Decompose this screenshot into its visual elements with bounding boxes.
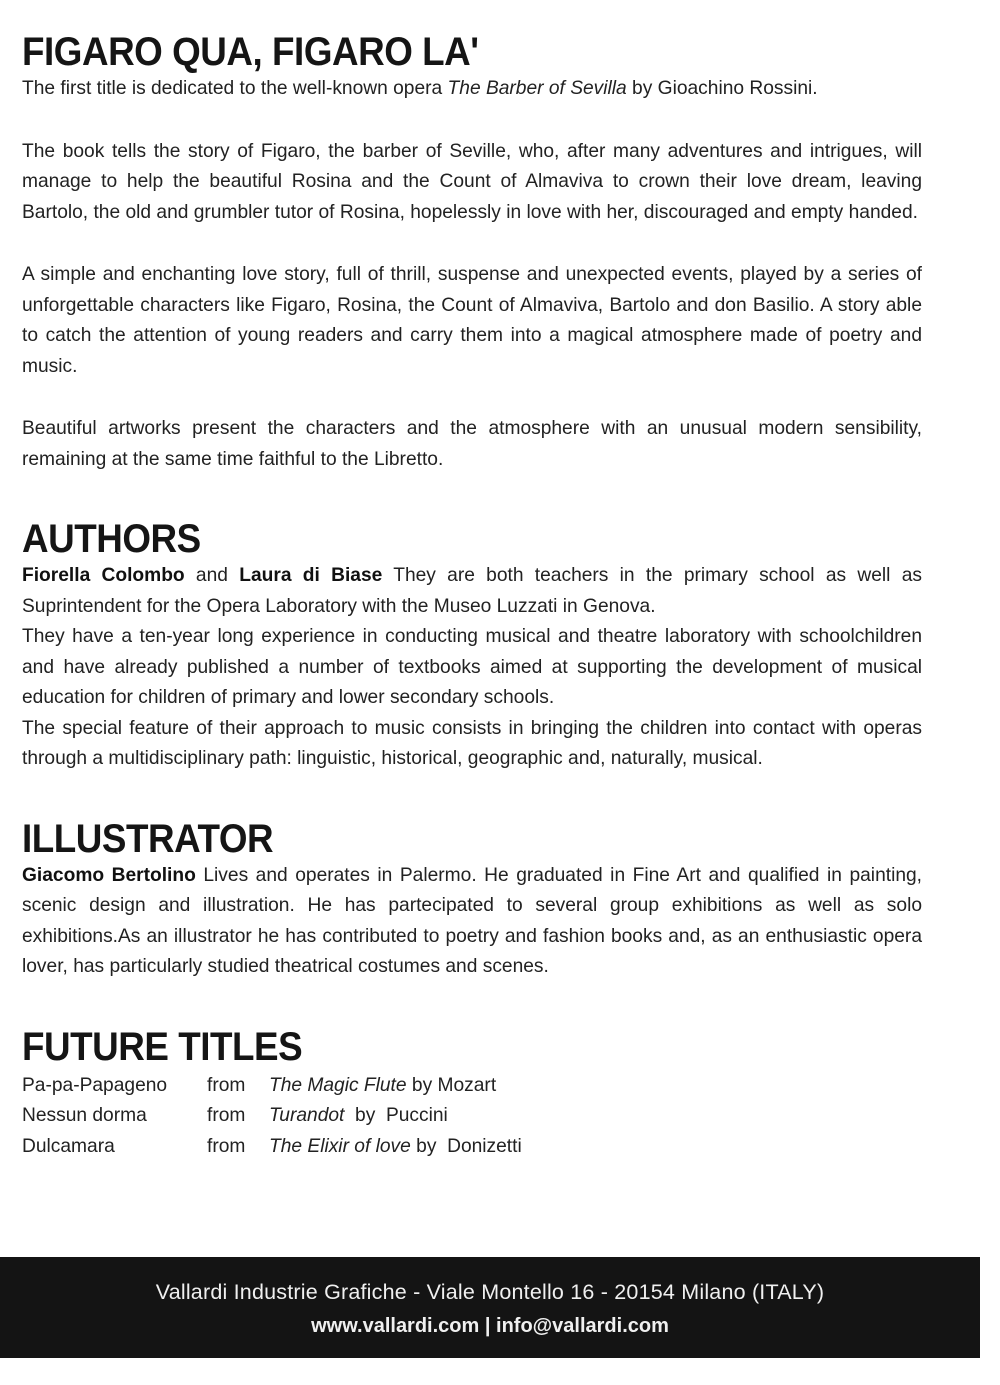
title-name: Pa-pa-Papageno (22, 1074, 168, 1096)
illustrator-name: Giacomo Bertolino (22, 864, 196, 886)
title-from: from (207, 1105, 246, 1126)
heading-figaro: FIGARO QUA, FIGARO LA' (22, 30, 479, 74)
authors-paragraph-3: The special feature of their approach to music consists in bringing the children into contact with operas through a multidisciplinary path: linguistic, historical, geographic and, naturally, musical. (22, 717, 922, 769)
authors-paragraph-2: They have a ten-year long experience in conducting musical and theatre laboratory with schoolchildren and have already published a number of textbooks aimed at supporting the development of musical education for children of primary and lower secondary schools. (22, 626, 922, 708)
authors-text: They are both teachers in the primary school as well as Suprintendent for the Opera Laboratory with the Museo Luzzati in Genova. (22, 565, 922, 617)
illustrator-text: Lives and operates in Palermo. He graduated in Fine Art and qualified in painting, scenic design and illustration. He has partecipated to several group exhibitions as well as solo exhibitions.As an illustrator he has contributed to poetry and fashion books and, as an enthusiastic opera lover, has particularly studied theatrical costumes and scenes. (22, 864, 923, 977)
heading-authors: AUTHORS (22, 517, 201, 561)
publisher-contact: www.vallardi.com | info@vallardi.com (311, 1315, 669, 1337)
title-work: The Elixir of love (269, 1135, 411, 1157)
heading-future-titles: FUTURE TITLES (22, 1024, 303, 1069)
illustrator-paragraph (22, 861, 922, 983)
footer-bar (0, 1257, 980, 1358)
heading-illustrator: ILLUSTRATOR (22, 816, 274, 861)
author-name-2: Laura di Biase (239, 565, 383, 586)
intro-text-end: by Gioachino Rossini. (626, 78, 818, 99)
opera-title: The Barber of Sevilla (447, 78, 627, 99)
title-composer: by Mozart (406, 1074, 497, 1096)
title-composer: by Puccini (344, 1105, 448, 1126)
list-item (22, 1132, 922, 1163)
title-from: from (207, 1135, 246, 1157)
story-paragraph: The book tells the story of Figaro, the barber of Seville, who, after many adventures and intrigues, will manage to help the beautiful Rosina and the Count of Almaviva to crown their love dream, leaving Bartolo, the old and grumbler tutor of Rosina, hopelessly in love with her, discouraged and empty handed. (22, 140, 922, 223)
content-column (22, 30, 922, 1162)
intro-paragraph (22, 74, 922, 105)
title-composer: by Donizetti (410, 1135, 522, 1157)
title-name: Nessun dorma (22, 1105, 147, 1126)
list-item (22, 1101, 922, 1132)
love-story-paragraph: A simple and enchanting love story, full of thrill, suspense and unexpected events, played by a series of unforgettable characters like Figaro, Rosina, the Count of Almaviva, Bartolo and don Basilio. A story able to catch the attention of young readers and carry them into a magical atmosphere made of poetry and music. (22, 264, 922, 377)
future-titles-list (22, 1071, 922, 1163)
title-name: Dulcamara (22, 1135, 115, 1157)
title-work: The Magic Flute (269, 1074, 407, 1096)
author-name-1: Fiorella Colombo (22, 565, 185, 586)
intro-text: The first title is dedicated to the well-known opera (22, 78, 448, 99)
title-work: Turandot (269, 1105, 345, 1126)
title-from: from (207, 1074, 246, 1096)
publisher-address: Vallardi Industrie Grafiche - Viale Montello 16 - 20154 Milano (ITALY) (155, 1280, 825, 1304)
list-item (22, 1071, 922, 1102)
authors-and: and (184, 565, 240, 586)
artworks-paragraph: Beautiful artworks present the characters and the atmosphere with an unusual modern sensibility, remaining at the same time faithful to the Libretto. (22, 418, 922, 470)
authors-paragraph-1 (22, 561, 922, 622)
